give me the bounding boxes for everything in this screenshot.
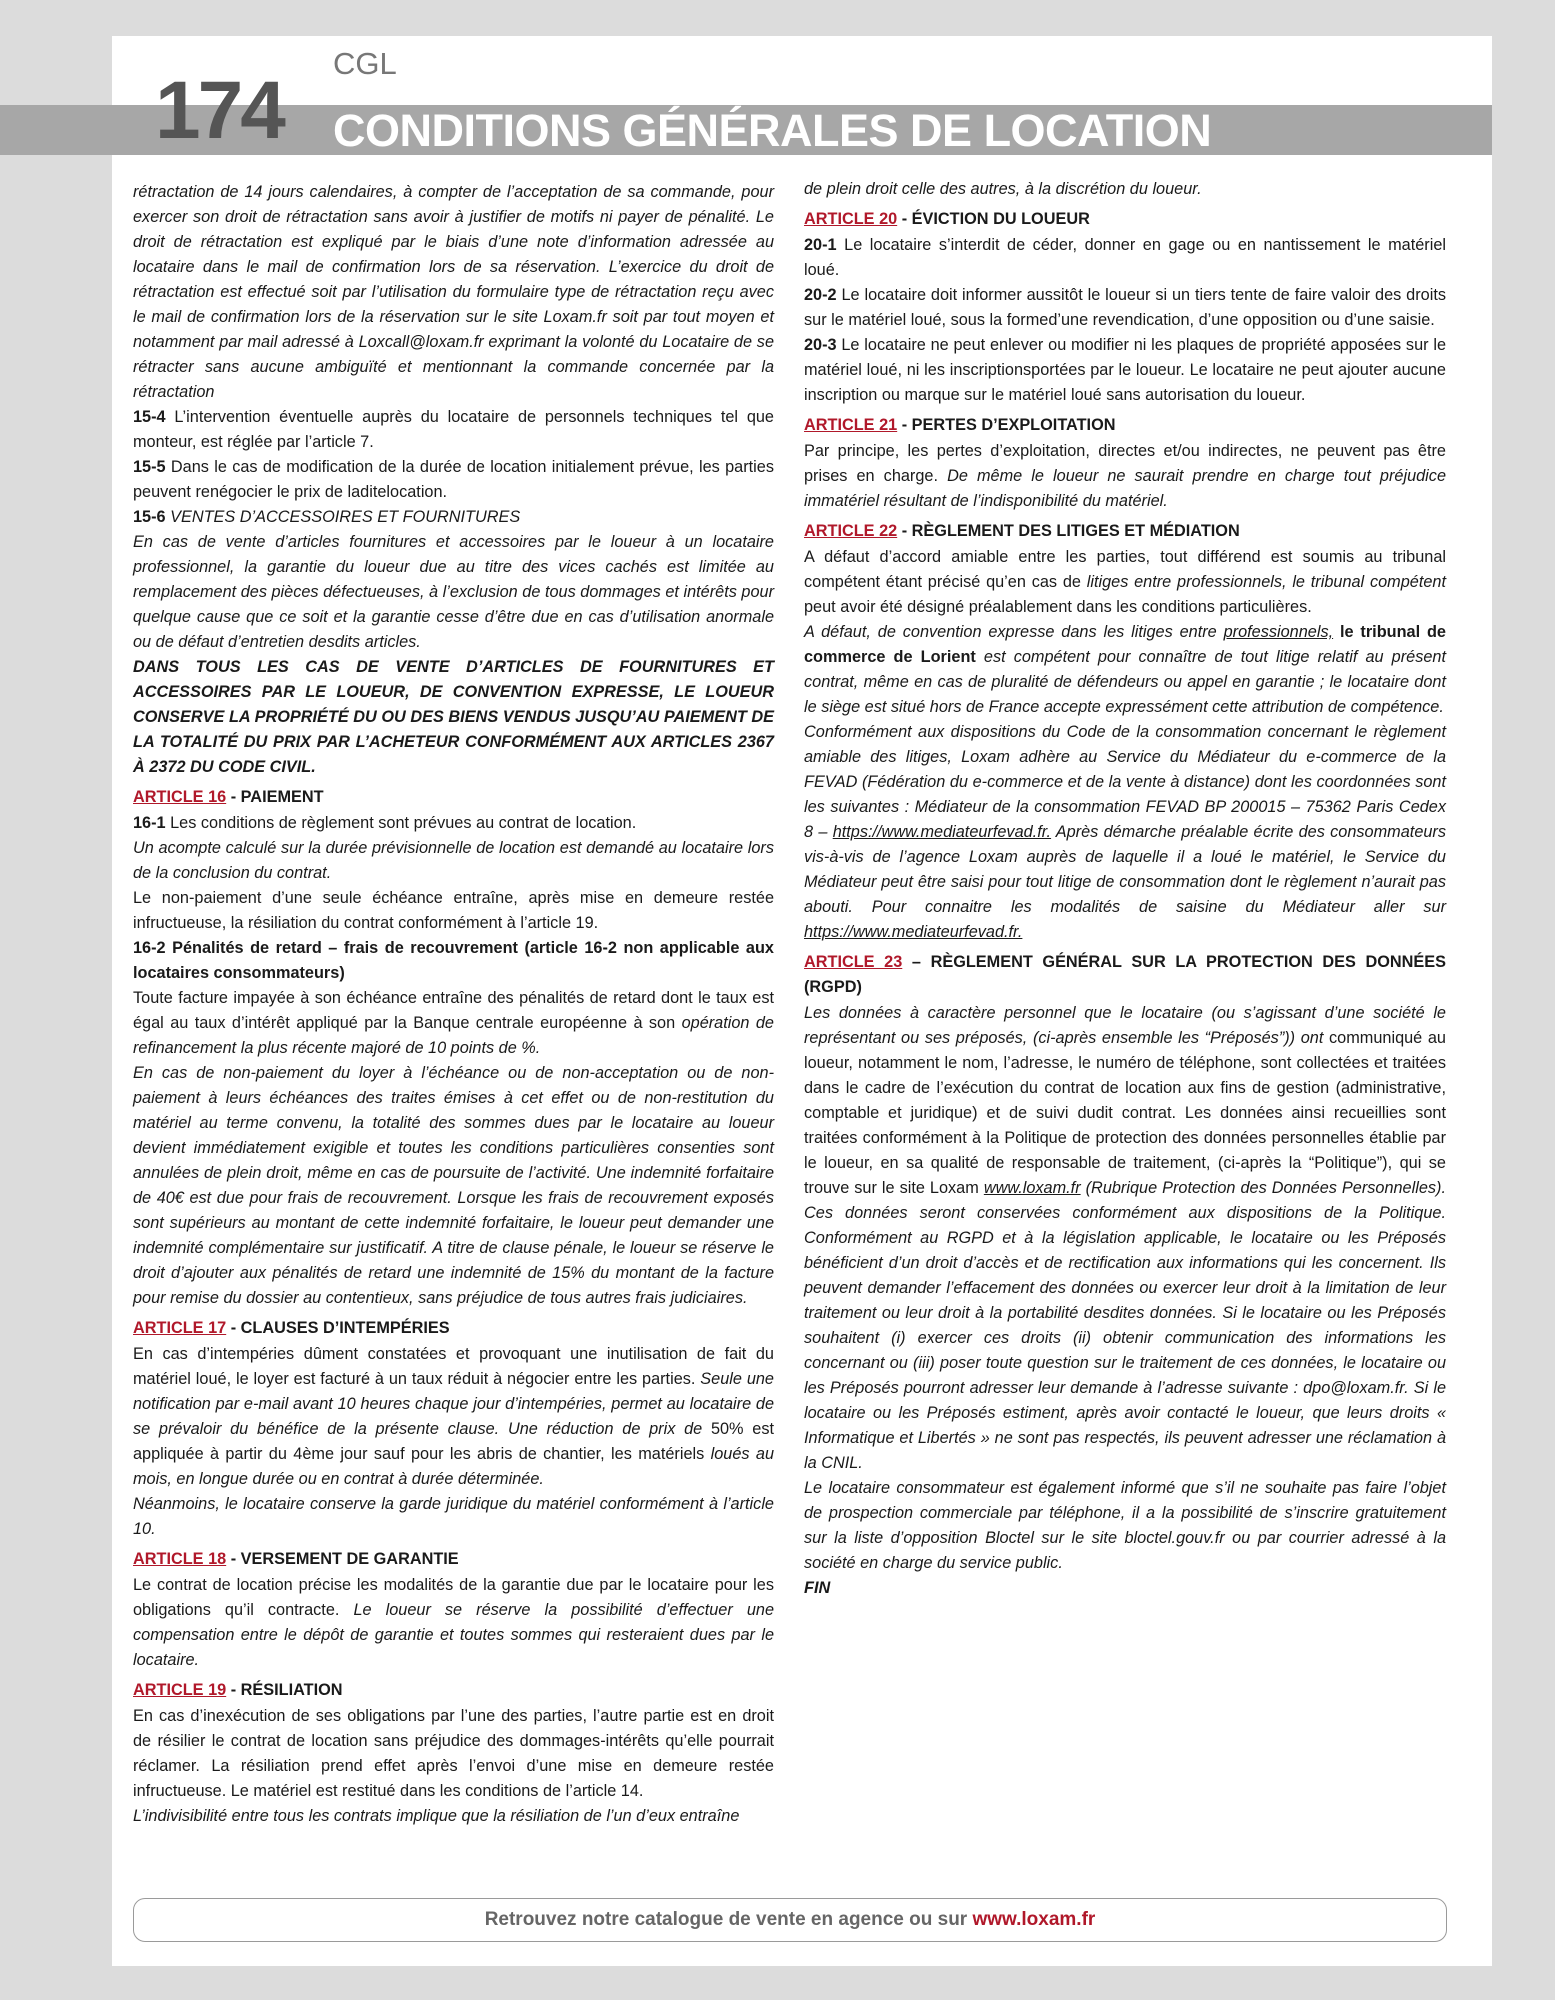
- article-23-heading: [804, 950, 1446, 1000]
- paragraph-caps: DANS TOUS LES CAS DE VENTE D’ARTICLES DE FOURNITURES ET ACCESSOIRES PAR LE LOUEUR, DE CONVENTION EXPRESSE, LE LOUEUR CONSERVE LA PROPRIÉTÉ DU OU DES BIENS VENDUS JUSQU’AU PAIEMENT DE LA TOTALITÉ DU PRIX PAR L’ACHETEUR CONFORMÉMENT AUX ARTICLES 2367 À 2372 DU CODE CIVIL.: [133, 658, 774, 776]
- article-title: - VERSEMENT DE GARANTIE: [226, 1550, 459, 1568]
- clause-15-6: [133, 505, 774, 530]
- text: A défaut d’accord amiable entre les parties, tout différend est soumis au tribunal compétent étant précisé qu’en cas de: [804, 548, 1446, 591]
- mediateur-link[interactable]: https://www.mediateurfevad.fr.: [804, 923, 1023, 941]
- article-number: ARTICLE 20: [804, 210, 898, 228]
- article-number: ARTICLE 22: [804, 522, 898, 540]
- text: professionnels,: [1223, 623, 1334, 641]
- text: Conformément aux dispositions du Code de la consommation concernant le règlement amiable des litiges, Loxam adhère au Service du Médiateur du e-commerce de la FEVAD (Fédération du e-commerce et de la vente à distance) dont les coordonnées sont les suivantes : Médiateur de la consommation FEVAD BP 200015 – 75362 Paris Cedex 8 –: [804, 723, 1446, 841]
- text: (Rubrique Protection des Données Personnelles). Ces données seront conservées conformément aux dispositions de la Politique. Conformément au RGPD et à la législation applicable, le locataire ou les Préposés bénéficient d’un droit d’accès et de rectification aux informations qui les concernent. Ils peuvent demander l’effacement des données ou exercer leur droit à la limitation de leur traitement ou leur droit à la portabilité desdites données. Si le locataire ou les Préposés souhaitent (i) exercer ces droits (ii) obtenir communication des informations les concernant ou (iii) poser toute question sur le traitement de ces données, le locataire ou les Préposés pourront adresser leur demande à l’adresse suivante : dpo@loxam.fr. Si le locataire ou les Préposés estiment, après avoir contacté le loueur, que leurs droits « Informatique et Libertés » ne sont pas respectés, ils peuvent adresser une réclamation à la CNIL.: [804, 1179, 1446, 1472]
- text: loués au mois, en longue durée ou en contrat à durée déterminée.: [133, 1445, 775, 1488]
- text: 50% est appliquée à partir du 4ème jour sauf pour les abris de chantier, les matériels: [133, 1420, 774, 1463]
- text: De même le loueur ne saurait prendre en charge tout préjudice immatériel résultant de l’indisponibilité du matériel.: [804, 467, 1446, 510]
- paragraph: [804, 720, 1446, 945]
- paragraph: [804, 620, 1446, 720]
- paragraph: L’indivisibilité entre tous les contrats implique que la résiliation de l’un d’eux entraîne: [133, 1807, 740, 1825]
- text: Le loueur se réserve la possibilité d’effectuer une compensation entre le dépôt de garantie et toutes sommes qui resteraient dues par le locataire.: [133, 1601, 774, 1669]
- text: Par principe, les pertes d’exploitation, directes et/ou indirectes, ne peuvent pas être prises en charge.: [804, 442, 1446, 485]
- clause-20-3: [804, 333, 1446, 408]
- clause-20-2: [804, 283, 1446, 333]
- clause-15-5: [133, 455, 774, 505]
- article-title: - PAIEMENT: [226, 788, 324, 806]
- clause-text: Le locataire doit informer aussitôt le loueur si un tiers tente de faire valoir des droits sur le matériel loué, sous la formed’une revendication, d’une opposition ou d’une saisie.: [804, 286, 1446, 329]
- article-20-heading: [804, 207, 1446, 232]
- paragraph: Le locataire consommateur est également informé que s’il ne souhaite pas faire l’objet de prospection commerciale par téléphone, il a la possibilité de s’inscrire gratuitement sur la liste d’opposition Bloctel sur le site bloctel.gouv.fr ou par courrier adressé à la société en charge du service public.: [804, 1479, 1446, 1572]
- end-marker: FIN: [804, 1579, 831, 1597]
- paragraph: En cas d’inexécution de ses obligations par l’une des parties, l’autre partie est en droit de résilier le contrat de location sans préjudice des dommages-intérêts qu’elle pourrait réclamer. La résiliation prend effet après l’envoi d’une mise en demeure restée infructueuse. Le matériel est restitué dans les conditions de l’article 14.: [133, 1707, 774, 1800]
- clause-number: 15-5: [133, 458, 166, 476]
- article-number: ARTICLE 17: [133, 1319, 227, 1337]
- paragraph: [804, 1001, 1446, 1476]
- clause-text: Le locataire ne peut enlever ou modifier ni les plaques de propriété apposées sur le matériel loué, ni les inscriptionsportées par le loueur. Le locataire ne peut ajouter aucune inscription ou marque sur le matériel loué sans autorisation du loueur.: [804, 336, 1446, 404]
- article-22-heading: [804, 519, 1446, 544]
- article-number: ARTICLE 18: [133, 1550, 227, 1568]
- clause-number: 15-4: [133, 408, 166, 426]
- text: est compétent pour connaître de tout litige relatif au présent contrat, même en cas de pluralité de défendeurs ou appel en garantie ; le locataire dont le siège est situé hors de France accepte expressément cette attribution de compétence.: [804, 648, 1446, 716]
- article-title: - CLAUSES D’INTEMPÉRIES: [226, 1319, 450, 1337]
- text: Le contrat de location précise les modalités de la garantie due par le locataire pour les obligations qu’il contracte.: [133, 1576, 774, 1619]
- text: peut avoir été désigné préalablement dans les conditions particulières.: [804, 598, 1312, 616]
- text: Toute facture impayée à son échéance entraîne des pénalités de retard dont le taux est égal au taux d’intérêt appliqué par la Banque centrale européenne à son: [133, 989, 774, 1032]
- text: le tribunal de commerce de Lorient: [804, 623, 1446, 666]
- loxam-link[interactable]: www.loxam.fr: [983, 1179, 1081, 1197]
- paragraph: [133, 1573, 774, 1673]
- article-title: - RÈGLEMENT DES LITIGES ET MÉDIATION: [897, 522, 1240, 540]
- clause-text: L’intervention éventuelle auprès du locataire de personnels techniques tel que monteur, est réglée par l’article 7.: [133, 408, 774, 451]
- clause-16-2-heading: 16-2 Pénalités de retard – frais de recouvrement (article 16-2 non applicable aux locataires consommateurs): [133, 939, 774, 982]
- clause-number: 20-2: [804, 286, 837, 304]
- article-17-heading: [133, 1316, 774, 1341]
- mediateur-link[interactable]: https://www.mediateurfevad.fr.: [832, 823, 1052, 841]
- text: Après démarche préalable écrite des consommateurs vis-à-vis de l’agence Loxam auprès de laquelle il a loué le matériel, le Service du Médiateur peut être saisi pour tout litige de consommation dont le règlement n’aurait pas abouti. Pour connaitre les modalités de saisine du Médiateur aller sur: [804, 823, 1446, 916]
- paragraph: En cas de non-paiement du loyer à l’échéance ou de non-acceptation ou de non-paiement à leurs échéances des traites émises à cet effet ou de non-restitution du matériel au terme convenu, la totalité des sommes dues par le locataire au loueur devient immédiatement exigible et toutes les conditions particulières consenties sont annulées de plein droit, même en cas de poursuite de l’activité. Une indemnité forfaitaire de 40€ est due pour frais de recouvrement. Lorsque les frais de recouvrement exposés sont supérieurs au montant de cette indemnité forfaitaire, le loueur peut demander une indemnité complémentaire sur justificatif. A titre de clause pénale, le loueur se réserve le droit d’ajouter aux pénalités de retard une indemnité de 15% du montant de la facture pour remise du dossier au contentieux, sans préjudice de tous autres frais judiciaires.: [133, 1064, 774, 1307]
- clause-text: Dans le cas de modification de la durée de location initialement prévue, les parties peuvent renégocier le prix de laditelocation.: [133, 458, 774, 501]
- paragraph: [133, 986, 774, 1061]
- article-title: - RÉSILIATION: [226, 1681, 343, 1699]
- article-19-heading: [133, 1678, 774, 1703]
- article-number: ARTICLE 23: [804, 953, 903, 971]
- article-title: – RÈGLEMENT GÉNÉRAL SUR LA PROTECTION DES DONNÉES (RGPD): [804, 953, 1446, 996]
- right-column: [804, 177, 1446, 1601]
- footer-text: Retrouvez notre catalogue de vente en agence ou sur: [484, 1909, 973, 1930]
- text: Les données à caractère personnel que le locataire (ou s’agissant d’une société le représentant ou ses préposés, (ci-après ensemble les “Préposés”)) ont: [804, 1004, 1446, 1047]
- clause-16-1: [133, 811, 774, 836]
- article-21-heading: [804, 413, 1446, 438]
- article-18-heading: [133, 1547, 774, 1572]
- clause-number: 16-1: [133, 814, 166, 832]
- left-column: [133, 180, 774, 1829]
- text: Seule une notification par e-mail avant 10 heures chaque jour d’intempéries, permet au locataire de se prévaloir du bénéfice de la présente clause. Une réduction de prix de: [133, 1370, 774, 1438]
- paragraph: Néanmoins, le locataire conserve la garde juridique du matériel conformément à l’article 10.: [133, 1495, 774, 1538]
- paragraph: [804, 545, 1446, 620]
- article-number: ARTICLE 19: [133, 1681, 227, 1699]
- text: litiges entre professionnels, le tribunal compétent: [1086, 573, 1446, 591]
- page-number: 174: [155, 65, 283, 156]
- footer-banner: [133, 1898, 1447, 1942]
- article-number: ARTICLE 16: [133, 788, 227, 806]
- clause-number: 20-1: [804, 236, 837, 254]
- clause-title: VENTES D’ACCESSOIRES ET FOURNITURES: [165, 508, 521, 526]
- text: communiqué au loueur, notamment le nom, l’adresse, le numéro de téléphone, sont collectées et traitées dans le cadre de l’exécution du contrat de location aux fins de gestion (administrative, comptable et juridique) et de suivi dudit contrat. Les données ainsi recueillies sont traitées conformément à la Politique de protection des données personnelles établie par le loueur, en sa qualité de responsable de traitement, (ci-après la “Politique”), qui se trouve sur le site Loxam: [804, 1029, 1446, 1197]
- paragraph: [133, 1342, 774, 1492]
- paragraph: En cas de vente d’articles fournitures et accessoires par le loueur à un locataire professionnel, la garantie du loueur due au titre des vices cachés est limitée au remplacement des pièces défectueuses, à l’exclusion de tous dommages et intérêts pour quelque cause que ce soit et la garantie cesse d’être due en cas d’utilisation anormale ou de défaut d’entretien desdits articles.: [133, 533, 774, 651]
- section-tag: CGL: [333, 46, 397, 81]
- paragraph: rétractation de 14 jours calendaires, à compter de l’acceptation de sa commande, pour exercer son droit de rétractation sans avoir à justifier de motifs ni payer de pénalité. Le droit de rétractation est expliqué par le biais d’une note d’information adressée au locataire dans le mail de confirmation lors de sa réservation. L’exercice du droit de rétractation est effectué soit par l’utilisation du formulaire type de rétractation reçu avec le mail de confirmation lors de la réservation sur le site Loxam.fr soit par tout moyen et notamment par mail adressé à Loxcall@loxam.fr exprimant la volonté du Locataire de se rétracter sans aucune ambiguïté et mentionnant la commande concernée par la rétractation: [133, 183, 774, 401]
- paragraph: Un acompte calculé sur la durée prévisionnelle de location est demandé au locataire lors de la conclusion du contrat.: [133, 839, 774, 882]
- paragraph: [804, 439, 1446, 514]
- clause-text: Les conditions de règlement sont prévues au contrat de location.: [165, 814, 637, 832]
- clause-text: Le locataire s’interdit de céder, donner en gage ou en nantissement le matériel loué.: [804, 236, 1446, 279]
- paragraph: de plein droit celle des autres, à la discrétion du loueur.: [804, 180, 1202, 198]
- page-title: CONDITIONS GÉNÉRALES DE LOCATION: [333, 105, 1212, 156]
- clause-number: 15-6: [133, 508, 166, 526]
- clause-15-4: [133, 405, 774, 455]
- text: A défaut, de convention expresse dans les litiges entre: [804, 623, 1224, 641]
- clause-number: 20-3: [804, 336, 837, 354]
- article-title: - PERTES D’EXPLOITATION: [897, 416, 1116, 434]
- text: En cas d’intempéries dûment constatées et provoquant une inutilisation de fait du matériel loué, le loyer est facturé à un taux réduit à négocier entre les parties.: [133, 1345, 774, 1388]
- article-number: ARTICLE 21: [804, 416, 898, 434]
- clause-20-1: [804, 233, 1446, 283]
- footer-site-link[interactable]: www.loxam.fr: [972, 1909, 1096, 1930]
- article-title: - ÉVICTION DU LOUEUR: [897, 210, 1090, 228]
- article-16-heading: [133, 785, 774, 810]
- paragraph: Le non-paiement d’une seule échéance entraîne, après mise en demeure restée infructueuse, la résiliation du contrat conformément à l’article 19.: [133, 889, 774, 932]
- text: opération de refinancement la plus récente majoré de 10 points de %.: [133, 1014, 774, 1057]
